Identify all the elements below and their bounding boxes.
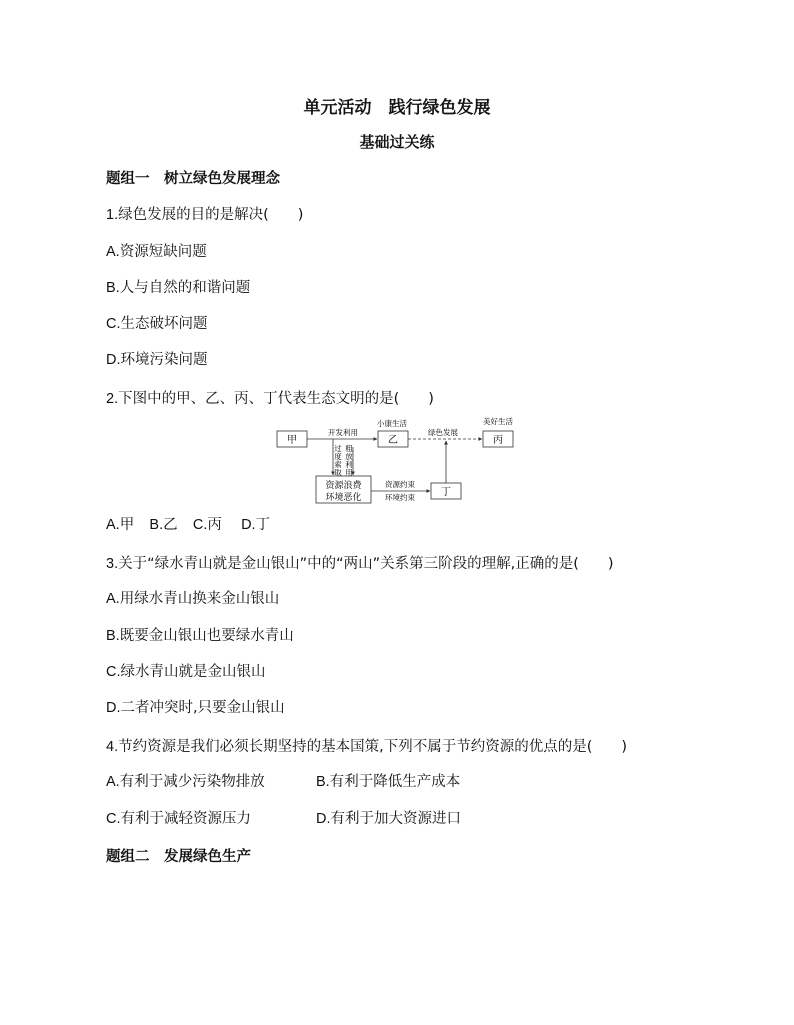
- option-text: 丙: [207, 517, 222, 533]
- option-text: 有利于减轻资源压力: [120, 811, 251, 827]
- box-ding-label: 丁: [441, 487, 451, 498]
- question-4: [106, 735, 627, 756]
- option-letter: B.: [149, 517, 164, 533]
- label-cufang-2: 放: [345, 452, 353, 461]
- option-text: 有利于减少污染物排放: [119, 774, 265, 790]
- option-letter: C.: [106, 811, 121, 827]
- box-waste-line1: 资源浪费: [325, 481, 362, 491]
- option-4c: [106, 807, 251, 828]
- label-cufang-3: 利: [345, 460, 353, 469]
- option-letter: B.: [316, 774, 330, 790]
- option-letter: C.: [106, 316, 121, 332]
- option-3b: [106, 624, 294, 645]
- option-letter: B.: [106, 628, 120, 644]
- option-4a: [106, 770, 265, 791]
- option-3c: [106, 660, 266, 681]
- option-letter: D.: [106, 700, 121, 716]
- option-1c: [106, 312, 208, 333]
- option-3a: [106, 587, 279, 608]
- option-text: 甲: [119, 517, 135, 533]
- option-text: 有利于加大资源进口: [330, 811, 461, 827]
- option-3d: [106, 696, 285, 717]
- label-yueshu-1: 资源约束: [385, 480, 415, 489]
- option-1b: [106, 276, 250, 297]
- option-1a: [106, 240, 207, 261]
- option-text: 有利于降低生产成本: [329, 774, 461, 790]
- group-heading: 题组一 树立绿色发展理念: [106, 170, 280, 187]
- option-text: 既要金山银山也要绿水青山: [119, 628, 294, 644]
- option-1d: [106, 348, 208, 369]
- group-heading: 题组二 发展绿色生产: [106, 848, 251, 865]
- box-jia-label: 甲: [287, 435, 297, 446]
- option-letter: D.: [241, 517, 256, 533]
- option-text: 人与自然的和谐问题: [119, 280, 251, 296]
- ecology-flow-diagram: [275, 415, 530, 505]
- question-1: [106, 203, 303, 224]
- option-text: 丁: [255, 517, 271, 533]
- option-text: 环境污染问题: [120, 352, 208, 368]
- label-meihao: 美好生活: [483, 417, 513, 426]
- label-cufang-4: 用: [345, 468, 353, 477]
- option-letter: A.: [106, 244, 120, 260]
- option-text: 用绿水青山换来金山银山: [119, 591, 280, 607]
- question-2: [106, 387, 434, 408]
- question-number: 2.: [106, 391, 119, 407]
- option-text: 绿水青山就是金山银山: [120, 664, 266, 680]
- option-letter: B.: [106, 280, 120, 296]
- box-yi-label: 乙: [388, 435, 398, 446]
- label-guodu-3: 索: [334, 460, 342, 469]
- question-stem: 下图中的甲、乙、丙、丁代表生态文明的是( ): [118, 391, 434, 407]
- option-4d: [316, 807, 461, 828]
- question-stem: 关于“绿水青山就是金山银山”中的“两山”关系第三阶段的理解,正确的是( ): [118, 556, 614, 572]
- option-text: 资源短缺问题: [119, 244, 207, 260]
- box-waste-line2: 环境恶化: [325, 493, 362, 503]
- question-number: 4.: [106, 739, 119, 755]
- box-bing-label: 丙: [493, 435, 503, 446]
- options-2: [106, 513, 270, 534]
- label-lvse: 绿色发展: [428, 428, 458, 437]
- page-subtitle: 基础过关练: [359, 133, 435, 151]
- label-yueshu-2: 环境约束: [385, 493, 415, 502]
- page-title: 单元活动 践行绿色发展: [303, 98, 491, 118]
- option-letter: A.: [106, 517, 120, 533]
- label-xiaokang: 小康生活: [377, 419, 407, 428]
- option-letter: A.: [106, 591, 120, 607]
- option-text: 二者冲突时,只要金山银山: [120, 700, 285, 716]
- question-number: 1.: [106, 207, 119, 223]
- label-guodu-1: 过: [334, 444, 342, 453]
- question-stem: 节约资源是我们必须长期坚持的基本国策,下列不属于节约资源的优点的是( ): [118, 739, 628, 755]
- option-text: 乙: [163, 517, 178, 533]
- question-3: [106, 552, 614, 573]
- label-guodu-2: 度: [334, 452, 342, 461]
- label-kaifa: 开发利用: [328, 428, 358, 437]
- option-letter: A.: [106, 774, 120, 790]
- question-stem: 绿色发展的目的是解决( ): [118, 207, 304, 223]
- option-letter: D.: [316, 811, 331, 827]
- label-guodu-4: 取: [334, 468, 342, 477]
- option-4b: [316, 770, 460, 791]
- option-letter: D.: [106, 352, 121, 368]
- option-letter: C.: [106, 664, 121, 680]
- question-number: 3.: [106, 556, 119, 572]
- option-text: 生态破坏问题: [120, 316, 208, 332]
- option-letter: C.: [192, 517, 208, 533]
- label-cufang-1: 粗: [345, 444, 353, 453]
